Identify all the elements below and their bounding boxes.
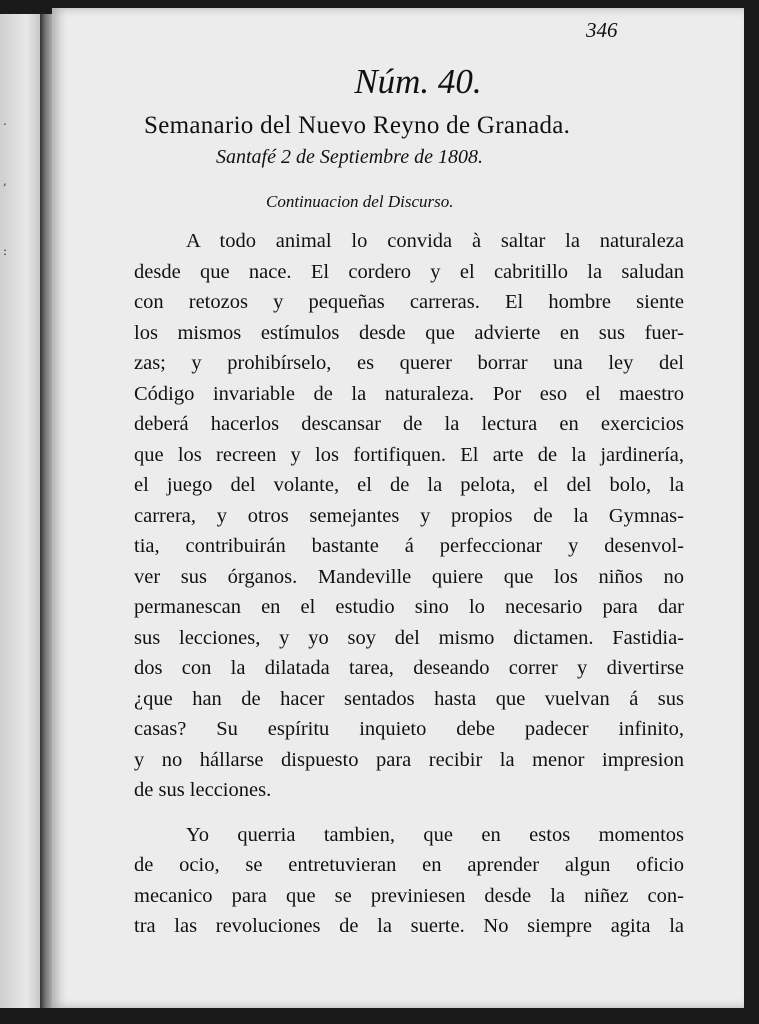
text-line: desde que nace. El cordero y el cabritillo la saludan — [134, 260, 684, 283]
left-page-margin: . , : — [3, 114, 8, 258]
text-line: ¿que han de hacer sentados hasta que vuelvan á sus — [134, 687, 684, 710]
paragraph-2 — [134, 820, 684, 942]
text-line: permanescan en el estudio sino lo necesario para dar — [134, 596, 684, 618]
text-line: A todo animal lo convida à saltar la naturaleza — [186, 230, 684, 252]
text-line: carrera, y otros semejantes y propios de la Gymnas- — [134, 504, 684, 527]
text-line: los mismos estímulos desde que advierte en sus fuer- — [134, 321, 684, 344]
text-line: mecanico para que se previniesen desde la niñez con- — [134, 884, 684, 907]
text-line: tia, contribuirán bastante á perfeccionar y desenvol- — [134, 535, 684, 557]
text-line: ver sus órganos. Mandeville quiere que los niños no — [134, 565, 684, 588]
text-line: casas? Su espíritu inquieto debe padecer infinito, — [134, 718, 684, 740]
dateline: Santafé 2 de Septiembre de 1808. — [216, 146, 483, 168]
section-subheading: Continuacion del Discurso. — [266, 192, 454, 211]
text-line: deberá hacerlos descansar de la lectura en exercicios — [134, 413, 684, 435]
text-line: de ocio, se entretuvieran en aprender algun oficio — [134, 854, 684, 876]
text-line: sus lecciones, y yo soy del mismo dictamen. Fastidia- — [134, 626, 684, 649]
paragraph-1 — [134, 226, 684, 806]
page-number: 346 — [586, 18, 618, 42]
text-line: y no hállarse dispuesto para recibir la menor impresion — [134, 748, 684, 771]
text-line: dos con la dilatada tarea, deseando correr y divertirse — [134, 657, 684, 679]
text-line: zas; y prohibírselo, es querer borrar una ley del — [134, 352, 684, 374]
text-line: Yo querria tambien, que en estos momentos — [186, 823, 684, 846]
text-line: con retozos y pequeñas carreras. El hombre siente — [134, 291, 684, 313]
page-title: Semanario del Nuevo Reyno de Granada. — [144, 112, 571, 139]
issue-number: Núm. 40. — [354, 62, 482, 101]
text-line: tra las revoluciones de la suerte. No siempre agita la — [134, 915, 684, 937]
text-line: que los recreen y los fortifiquen. El arte de la jardinería, — [134, 443, 684, 466]
text-line: el juego del volante, el de la pelota, el del bolo, la — [134, 474, 684, 496]
paragraph-gap — [134, 806, 684, 820]
left-page-edge — [0, 14, 44, 1008]
text-line: Código invariable de la naturaleza. Por eso el maestro — [134, 382, 684, 405]
document-page — [52, 8, 744, 1008]
text-line: de sus lecciones. — [134, 779, 272, 801]
article-body — [134, 226, 684, 942]
